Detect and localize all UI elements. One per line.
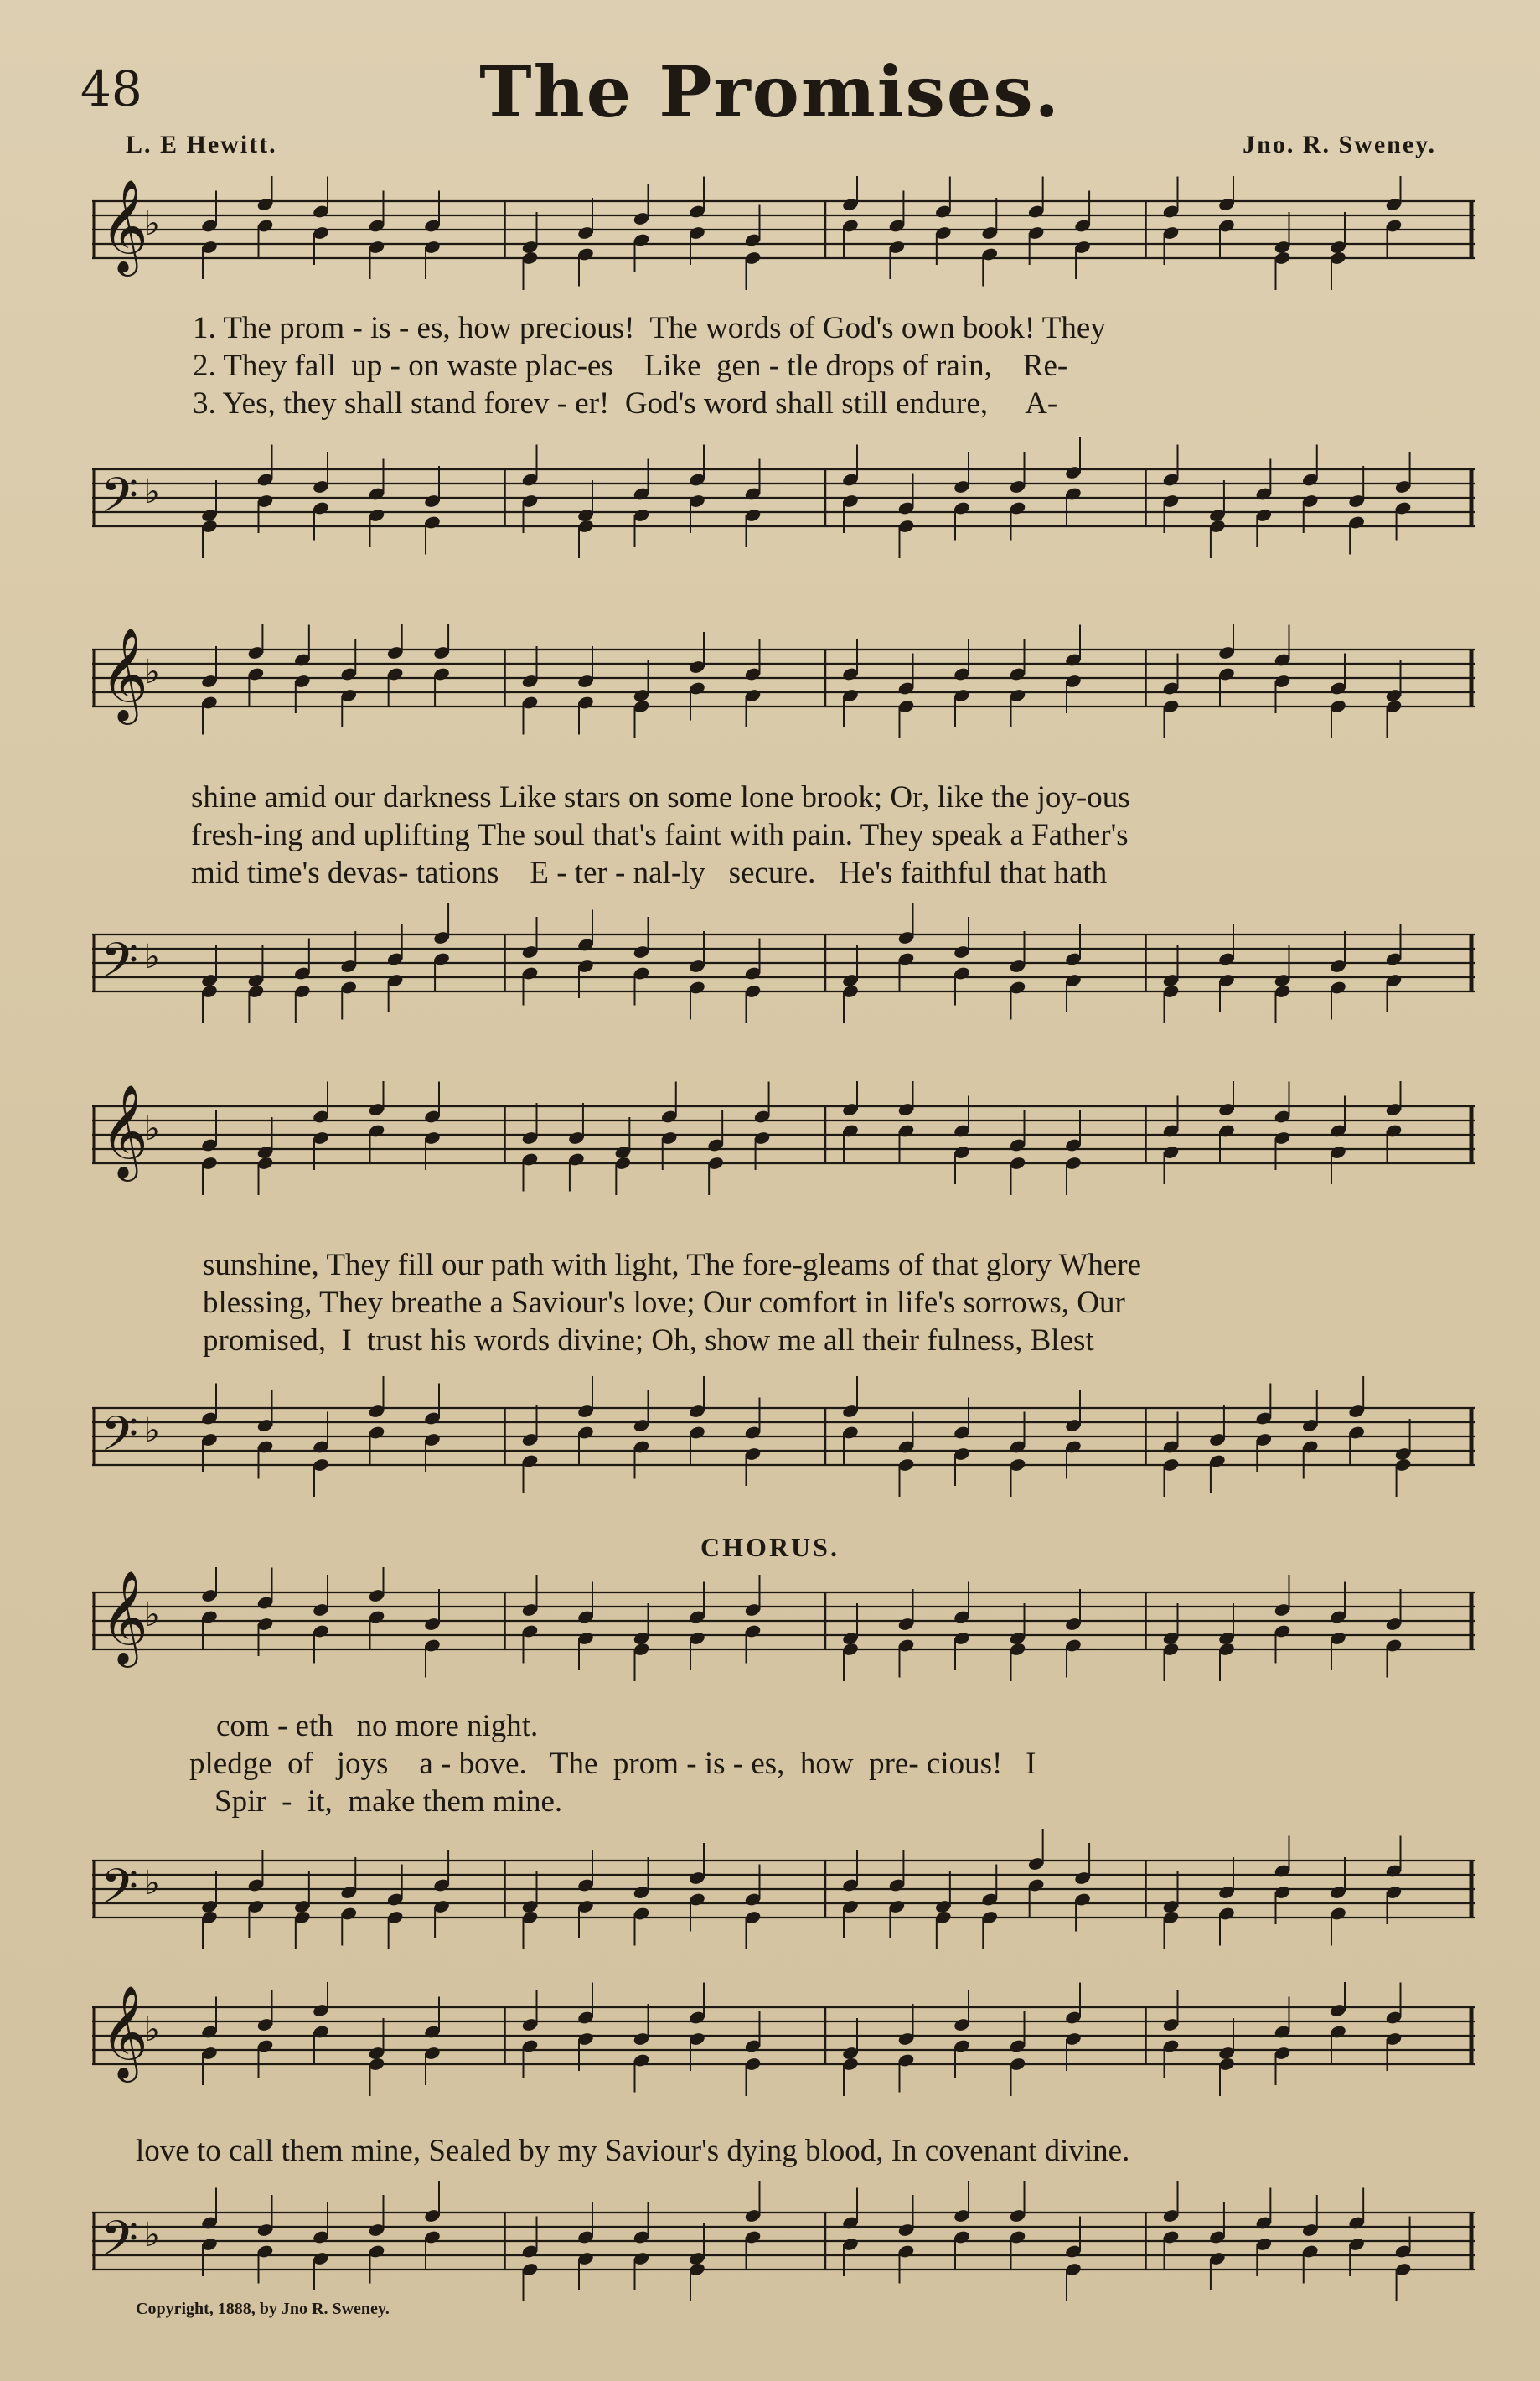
page-number: 48: [80, 60, 142, 117]
bass-clef-icon: 𝄢: [101, 1405, 139, 1474]
flat-icon: ♭: [144, 1110, 160, 1148]
treble-staff: [92, 1567, 1475, 1693]
bass-clef-icon: 𝄢: [101, 2210, 139, 2279]
treble-clef-icon: 𝄞: [101, 179, 148, 272]
music-system-2: [92, 624, 1475, 1052]
flat-icon: ♭: [144, 1596, 160, 1634]
treble-staff: [92, 176, 1475, 293]
lyric-line: Spir - it, make them mine.: [214, 1784, 563, 1819]
treble-staff: [92, 1081, 1475, 1224]
flat-icon: ♭: [144, 204, 160, 243]
bass-clef-icon: 𝄢: [101, 932, 139, 1001]
bass-staff: [92, 1819, 1475, 1961]
lyric-line: pledge of joys a - bove. The prom - is - es, how pre- cious! I: [189, 1747, 1036, 1781]
lyric-line: fresh-ing and uplifting The soul that's faint with pain. They speak a Father's: [191, 818, 1129, 852]
treble-staff: [92, 1982, 1475, 2116]
bass-clef-icon: 𝄢: [101, 467, 139, 536]
flat-icon: ♭: [144, 473, 160, 511]
lyric-line: mid time's devas- tations E - ter - nal-ly secure. He's faithful that hath: [191, 856, 1108, 890]
lyric-line: sunshine, They fill our path with light, The fore-gleams of that glory Where: [203, 1248, 1142, 1282]
lyric-line: 3. Yes, they shall stand forev - er! God's word shall still endure, A-: [193, 386, 1058, 421]
composer-credit: Jno. R. Sweney.: [1243, 131, 1436, 158]
hymn-title: The Promises.: [479, 50, 1061, 133]
treble-clef-icon: 𝄞: [101, 1985, 148, 2078]
lyric-line: 1. The prom - is - es, how precious! The words of God's own book! They: [193, 311, 1106, 345]
chorus-label: CHORUS.: [700, 1532, 840, 1562]
treble-staff: [92, 624, 1475, 750]
music-system-3: [92, 1081, 1475, 1517]
flat-icon: ♭: [144, 1411, 160, 1450]
lyric-line: promised, I trust his words divine; Oh, show me all their fulness, Blest: [203, 1323, 1094, 1358]
flat-icon: ♭: [144, 938, 160, 976]
bass-clef-icon: 𝄢: [101, 1858, 139, 1927]
copyright-notice: Copyright, 1888, by Jno R. Sweney.: [136, 2300, 390, 2318]
flat-icon: ♭: [144, 1864, 160, 1902]
flat-icon: ♭: [144, 653, 160, 691]
music-system-4: [92, 1567, 1475, 1961]
lyric-line: com - eth no more night.: [216, 1709, 539, 1743]
lyric-line: shine amid our darkness Like stars on some lone brook; Or, like the joy-ous: [191, 780, 1130, 815]
music-system-5: [92, 1982, 1475, 2301]
treble-clef-icon: 𝄞: [101, 1570, 148, 1664]
bass-staff: [92, 427, 1475, 578]
lyricist-credit: L. E Hewitt.: [126, 131, 277, 158]
lyric-line: 2. They fall up - on waste plac-es Like gen - tle drops of rain, Re-: [193, 349, 1068, 383]
treble-clef-icon: 𝄞: [101, 1084, 148, 1178]
bass-staff: [92, 1366, 1475, 1517]
music-system-1: [92, 176, 1475, 578]
flat-icon: ♭: [144, 2216, 160, 2254]
treble-clef-icon: 𝄞: [101, 627, 148, 721]
lyric-line: love to call them mine, Sealed by my Saviour's dying blood, In covenant divine.: [136, 2134, 1130, 2168]
flat-icon: ♭: [144, 2011, 160, 2049]
lyric-line: blessing, They breathe a Saviour's love; Our comfort in life's sorrows, Our: [203, 1286, 1125, 1320]
bass-staff: [92, 893, 1475, 1052]
bass-staff: [92, 2171, 1475, 2313]
